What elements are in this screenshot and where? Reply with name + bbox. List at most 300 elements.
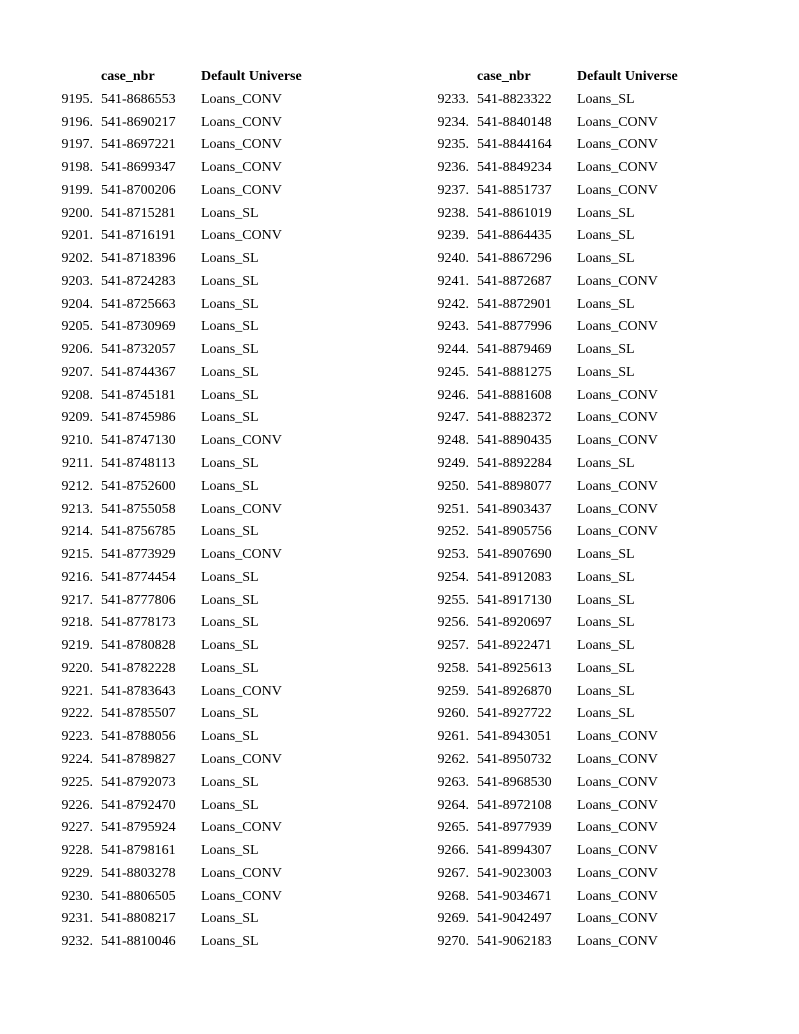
table-row [0, 501, 400, 524]
row-index: 9235. [437, 137, 469, 153]
case-number: 541-8808217 [101, 911, 176, 927]
case-number: 541-8774454 [101, 569, 176, 585]
universe-value: Loans_SL [577, 456, 635, 472]
row-index: 9200. [61, 205, 93, 221]
case-number: 541-8699347 [101, 160, 176, 176]
row-index: 9222. [61, 706, 93, 722]
row-index: 9262. [437, 751, 469, 767]
case-nbr-header: case_nbr [477, 69, 531, 84]
table-row [0, 637, 400, 660]
case-number: 541-8782228 [101, 660, 176, 676]
table-row [0, 523, 400, 546]
case-number: 541-8927722 [477, 706, 552, 722]
row-index: 9215. [61, 547, 93, 563]
universe-value: Loans_SL [201, 319, 259, 335]
universe-value: Loans_CONV [577, 820, 658, 836]
universe-value: Loans_SL [201, 524, 259, 540]
universe-value: Loans_CONV [577, 501, 658, 517]
row-index: 9250. [437, 478, 469, 494]
row-index: 9251. [437, 501, 469, 517]
case-number: 541-8747130 [101, 433, 176, 449]
table-row [0, 819, 400, 842]
case-number: 541-8783643 [101, 683, 176, 699]
table-row [0, 409, 400, 432]
table-row [0, 774, 400, 797]
row-index: 9248. [437, 433, 469, 449]
universe-value: Loans_SL [577, 251, 635, 267]
universe-value: Loans_SL [201, 478, 259, 494]
universe-value: Loans_SL [577, 660, 635, 676]
row-index: 9241. [437, 273, 469, 289]
universe-value: Loans_SL [201, 342, 259, 358]
default-universe-header: Default Universe [201, 69, 302, 84]
case-number: 541-8789827 [101, 751, 176, 767]
case-number: 541-8882372 [477, 410, 552, 426]
table-row [0, 91, 400, 114]
row-index: 9253. [437, 547, 469, 563]
case-number: 541-8823322 [477, 91, 552, 107]
row-index: 9216. [61, 569, 93, 585]
case-number: 541-8792073 [101, 774, 176, 790]
table-row [0, 227, 400, 250]
universe-value: Loans_SL [577, 683, 635, 699]
row-index: 9265. [437, 820, 469, 836]
row-index: 9228. [61, 843, 93, 859]
case-number: 541-8732057 [101, 342, 176, 358]
case-number: 541-8792470 [101, 797, 176, 813]
case-number: 541-8725663 [101, 296, 176, 312]
table-row [376, 660, 776, 683]
case-number: 541-8777806 [101, 592, 176, 608]
row-index: 9218. [61, 615, 93, 631]
row-index: 9229. [61, 865, 93, 881]
universe-value: Loans_SL [201, 934, 259, 950]
row-index: 9257. [437, 638, 469, 654]
row-index: 9223. [61, 729, 93, 745]
left-column-table [0, 68, 400, 956]
row-index: 9197. [61, 137, 93, 153]
table-row [376, 296, 776, 319]
row-index: 9204. [61, 296, 93, 312]
universe-value: Loans_CONV [201, 865, 282, 881]
case-number: 541-8922471 [477, 638, 552, 654]
universe-value: Loans_CONV [577, 319, 658, 335]
row-index: 9211. [62, 456, 93, 472]
universe-value: Loans_SL [577, 547, 635, 563]
universe-value: Loans_CONV [577, 273, 658, 289]
universe-value: Loans_CONV [577, 865, 658, 881]
case-number: 541-8700206 [101, 182, 176, 198]
table-row [376, 888, 776, 911]
case-number: 541-9034671 [477, 888, 552, 904]
row-index: 9219. [61, 638, 93, 654]
universe-value: Loans_CONV [201, 501, 282, 517]
table-row [0, 614, 400, 637]
table-row [376, 569, 776, 592]
universe-value: Loans_CONV [201, 91, 282, 107]
table-row [376, 409, 776, 432]
universe-value: Loans_SL [201, 843, 259, 859]
case-number: 541-8715281 [101, 205, 176, 221]
universe-value: Loans_SL [201, 251, 259, 267]
table-row [0, 865, 400, 888]
table-row [0, 159, 400, 182]
row-index: 9267. [437, 865, 469, 881]
row-index: 9252. [437, 524, 469, 540]
table-row [376, 318, 776, 341]
table-row [0, 455, 400, 478]
table-row [0, 933, 400, 956]
case-number: 541-8867296 [477, 251, 552, 267]
table-row [376, 728, 776, 751]
table-row [376, 842, 776, 865]
row-index: 9242. [437, 296, 469, 312]
universe-value: Loans_SL [201, 615, 259, 631]
universe-value: Loans_SL [201, 660, 259, 676]
table-row [0, 569, 400, 592]
universe-value: Loans_SL [577, 228, 635, 244]
case-nbr-header: case_nbr [101, 69, 155, 84]
row-index: 9243. [437, 319, 469, 335]
universe-value: Loans_SL [201, 638, 259, 654]
table-row [376, 774, 776, 797]
table-row [0, 318, 400, 341]
table-row [376, 683, 776, 706]
universe-value: Loans_SL [577, 592, 635, 608]
row-index: 9234. [437, 114, 469, 130]
universe-value: Loans_CONV [577, 182, 658, 198]
table-row [0, 432, 400, 455]
universe-value: Loans_CONV [577, 729, 658, 745]
table-row [0, 114, 400, 137]
table-row [0, 478, 400, 501]
row-index: 9208. [61, 387, 93, 403]
case-number: 541-8690217 [101, 114, 176, 130]
universe-value: Loans_CONV [201, 433, 282, 449]
case-number: 541-8806505 [101, 888, 176, 904]
case-number: 541-8926870 [477, 683, 552, 699]
table-row [0, 751, 400, 774]
table-row [376, 933, 776, 956]
table-row [0, 205, 400, 228]
universe-value: Loans_CONV [201, 820, 282, 836]
row-index: 9244. [437, 342, 469, 358]
case-number: 541-8872901 [477, 296, 552, 312]
case-number: 541-8755058 [101, 501, 176, 517]
table-row [376, 273, 776, 296]
row-index: 9268. [437, 888, 469, 904]
row-index: 9249. [437, 456, 469, 472]
row-index: 9205. [61, 319, 93, 335]
case-number: 541-8877996 [477, 319, 552, 335]
table-row [0, 797, 400, 820]
universe-value: Loans_SL [577, 342, 635, 358]
universe-value: Loans_CONV [201, 114, 282, 130]
table-row [376, 455, 776, 478]
table-row [0, 296, 400, 319]
right-header-row [376, 68, 776, 91]
row-index: 9196. [61, 114, 93, 130]
universe-value: Loans_CONV [577, 433, 658, 449]
table-row [376, 819, 776, 842]
row-index: 9232. [61, 934, 93, 950]
universe-value: Loans_CONV [577, 843, 658, 859]
case-number: 541-8798161 [101, 843, 176, 859]
universe-value: Loans_SL [201, 911, 259, 927]
table-row [376, 182, 776, 205]
table-row [376, 592, 776, 615]
universe-value: Loans_CONV [577, 137, 658, 153]
universe-value: Loans_SL [201, 364, 259, 380]
row-index: 9247. [437, 410, 469, 426]
row-index: 9209. [61, 410, 93, 426]
row-index: 9225. [61, 774, 93, 790]
universe-value: Loans_SL [577, 706, 635, 722]
case-number: 541-8861019 [477, 205, 552, 221]
left-header-row [0, 68, 400, 91]
table-row [376, 114, 776, 137]
case-number: 541-8849234 [477, 160, 552, 176]
row-index: 9270. [437, 934, 469, 950]
universe-value: Loans_CONV [201, 888, 282, 904]
row-index: 9246. [437, 387, 469, 403]
table-row [376, 364, 776, 387]
row-index: 9269. [437, 911, 469, 927]
row-index: 9207. [61, 364, 93, 380]
right-table-body [376, 91, 776, 956]
table-row [376, 614, 776, 637]
table-row [376, 205, 776, 228]
case-number: 541-8745986 [101, 410, 176, 426]
case-number: 541-8780828 [101, 638, 176, 654]
row-index: 9237. [437, 182, 469, 198]
universe-value: Loans_SL [577, 91, 635, 107]
case-number: 541-8943051 [477, 729, 552, 745]
table-row [0, 182, 400, 205]
row-index: 9261. [437, 729, 469, 745]
row-index: 9224. [61, 751, 93, 767]
row-index: 9220. [61, 660, 93, 676]
case-number: 541-8917130 [477, 592, 552, 608]
universe-value: Loans_SL [201, 205, 259, 221]
universe-value: Loans_SL [201, 456, 259, 472]
table-row [376, 91, 776, 114]
case-number: 541-8872687 [477, 273, 552, 289]
table-row [376, 227, 776, 250]
universe-value: Loans_SL [201, 410, 259, 426]
universe-value: Loans_CONV [201, 182, 282, 198]
universe-value: Loans_SL [577, 364, 635, 380]
row-index: 9259. [437, 683, 469, 699]
table-row [376, 637, 776, 660]
universe-value: Loans_CONV [577, 478, 658, 494]
row-index: 9201. [61, 228, 93, 244]
case-number: 541-8788056 [101, 729, 176, 745]
universe-value: Loans_SL [577, 615, 635, 631]
case-number: 541-8718396 [101, 251, 176, 267]
case-number: 541-8905756 [477, 524, 552, 540]
table-row [376, 478, 776, 501]
row-index: 9213. [61, 501, 93, 517]
table-row [0, 592, 400, 615]
case-number: 541-8851737 [477, 182, 552, 198]
table-row [0, 387, 400, 410]
case-number: 541-8716191 [101, 228, 176, 244]
universe-value: Loans_CONV [577, 774, 658, 790]
universe-value: Loans_CONV [201, 160, 282, 176]
row-index: 9198. [61, 160, 93, 176]
table-row [376, 250, 776, 273]
table-row [0, 910, 400, 933]
case-number: 541-8773929 [101, 547, 176, 563]
row-index: 9195. [61, 91, 93, 107]
row-index: 9227. [61, 820, 93, 836]
case-number: 541-8903437 [477, 501, 552, 517]
universe-value: Loans_SL [577, 638, 635, 654]
case-number: 541-9023003 [477, 865, 552, 881]
universe-value: Loans_CONV [577, 911, 658, 927]
case-number: 541-8968530 [477, 774, 552, 790]
row-index: 9240. [437, 251, 469, 267]
case-number: 541-8890435 [477, 433, 552, 449]
case-number: 541-8810046 [101, 934, 176, 950]
table-row [376, 865, 776, 888]
universe-value: Loans_SL [201, 592, 259, 608]
case-number: 541-8730969 [101, 319, 176, 335]
case-number: 541-8920697 [477, 615, 552, 631]
universe-value: Loans_SL [201, 797, 259, 813]
row-index: 9206. [61, 342, 93, 358]
table-row [376, 910, 776, 933]
case-number: 541-8881608 [477, 387, 552, 403]
case-number: 541-8785507 [101, 706, 176, 722]
row-index: 9230. [61, 888, 93, 904]
universe-value: Loans_CONV [577, 387, 658, 403]
case-number: 541-8744367 [101, 364, 176, 380]
table-row [376, 341, 776, 364]
table-row [376, 387, 776, 410]
row-index: 9203. [61, 273, 93, 289]
universe-value: Loans_CONV [577, 751, 658, 767]
table-row [0, 728, 400, 751]
case-number: 541-8803278 [101, 865, 176, 881]
case-number: 541-8686553 [101, 91, 176, 107]
table-row [376, 546, 776, 569]
universe-value: Loans_SL [201, 387, 259, 403]
universe-value: Loans_CONV [577, 797, 658, 813]
row-index: 9256. [437, 615, 469, 631]
row-index: 9238. [437, 205, 469, 221]
universe-value: Loans_CONV [201, 137, 282, 153]
universe-value: Loans_CONV [577, 524, 658, 540]
universe-value: Loans_CONV [577, 410, 658, 426]
case-number: 541-8752600 [101, 478, 176, 494]
universe-value: Loans_SL [201, 774, 259, 790]
universe-value: Loans_CONV [201, 228, 282, 244]
case-number: 541-9062183 [477, 934, 552, 950]
case-number: 541-8907690 [477, 547, 552, 563]
universe-value: Loans_SL [201, 569, 259, 585]
universe-value: Loans_SL [577, 205, 635, 221]
row-index: 9233. [437, 91, 469, 107]
row-index: 9212. [61, 478, 93, 494]
case-number: 541-8864435 [477, 228, 552, 244]
case-number: 541-8745181 [101, 387, 176, 403]
table-row [0, 364, 400, 387]
universe-value: Loans_CONV [201, 683, 282, 699]
row-index: 9217. [61, 592, 93, 608]
table-row [0, 273, 400, 296]
left-table-body [0, 91, 400, 956]
table-row [376, 797, 776, 820]
row-index: 9221. [61, 683, 93, 699]
row-index: 9255. [437, 592, 469, 608]
table-row [0, 888, 400, 911]
row-index: 9231. [61, 911, 93, 927]
row-index: 9260. [437, 706, 469, 722]
case-number: 541-8950732 [477, 751, 552, 767]
table-row [376, 751, 776, 774]
right-column-table [376, 68, 776, 956]
row-index: 9214. [61, 524, 93, 540]
case-number: 541-8892284 [477, 456, 552, 472]
row-index: 9226. [61, 797, 93, 813]
universe-value: Loans_CONV [577, 160, 658, 176]
table-row [376, 501, 776, 524]
case-number: 541-8972108 [477, 797, 552, 813]
case-number: 541-9042497 [477, 911, 552, 927]
table-row [376, 159, 776, 182]
table-row [0, 136, 400, 159]
default-universe-header: Default Universe [577, 69, 678, 84]
universe-value: Loans_SL [201, 706, 259, 722]
case-number: 541-8994307 [477, 843, 552, 859]
case-number: 541-8912083 [477, 569, 552, 585]
case-number: 541-8724283 [101, 273, 176, 289]
row-index: 9210. [61, 433, 93, 449]
table-row [376, 432, 776, 455]
universe-value: Loans_SL [201, 729, 259, 745]
universe-value: Loans_CONV [577, 888, 658, 904]
universe-value: Loans_SL [201, 296, 259, 312]
row-index: 9245. [437, 364, 469, 380]
table-row [0, 842, 400, 865]
case-number: 541-8748113 [101, 456, 176, 472]
case-number: 541-8925613 [477, 660, 552, 676]
case-number: 541-8697221 [101, 137, 176, 153]
row-index: 9254. [437, 569, 469, 585]
row-index: 9239. [437, 228, 469, 244]
row-index: 9264. [437, 797, 469, 813]
case-number: 541-8898077 [477, 478, 552, 494]
table-row [0, 341, 400, 364]
universe-value: Loans_SL [201, 273, 259, 289]
case-number: 541-8840148 [477, 114, 552, 130]
universe-value: Loans_SL [577, 296, 635, 312]
table-row [0, 546, 400, 569]
row-index: 9263. [437, 774, 469, 790]
row-index: 9258. [437, 660, 469, 676]
case-number: 541-8879469 [477, 342, 552, 358]
row-index: 9236. [437, 160, 469, 176]
table-row [376, 523, 776, 546]
table-row [376, 136, 776, 159]
case-number: 541-8778173 [101, 615, 176, 631]
case-number: 541-8795924 [101, 820, 176, 836]
row-index: 9202. [61, 251, 93, 267]
table-row [0, 705, 400, 728]
table-row [376, 705, 776, 728]
